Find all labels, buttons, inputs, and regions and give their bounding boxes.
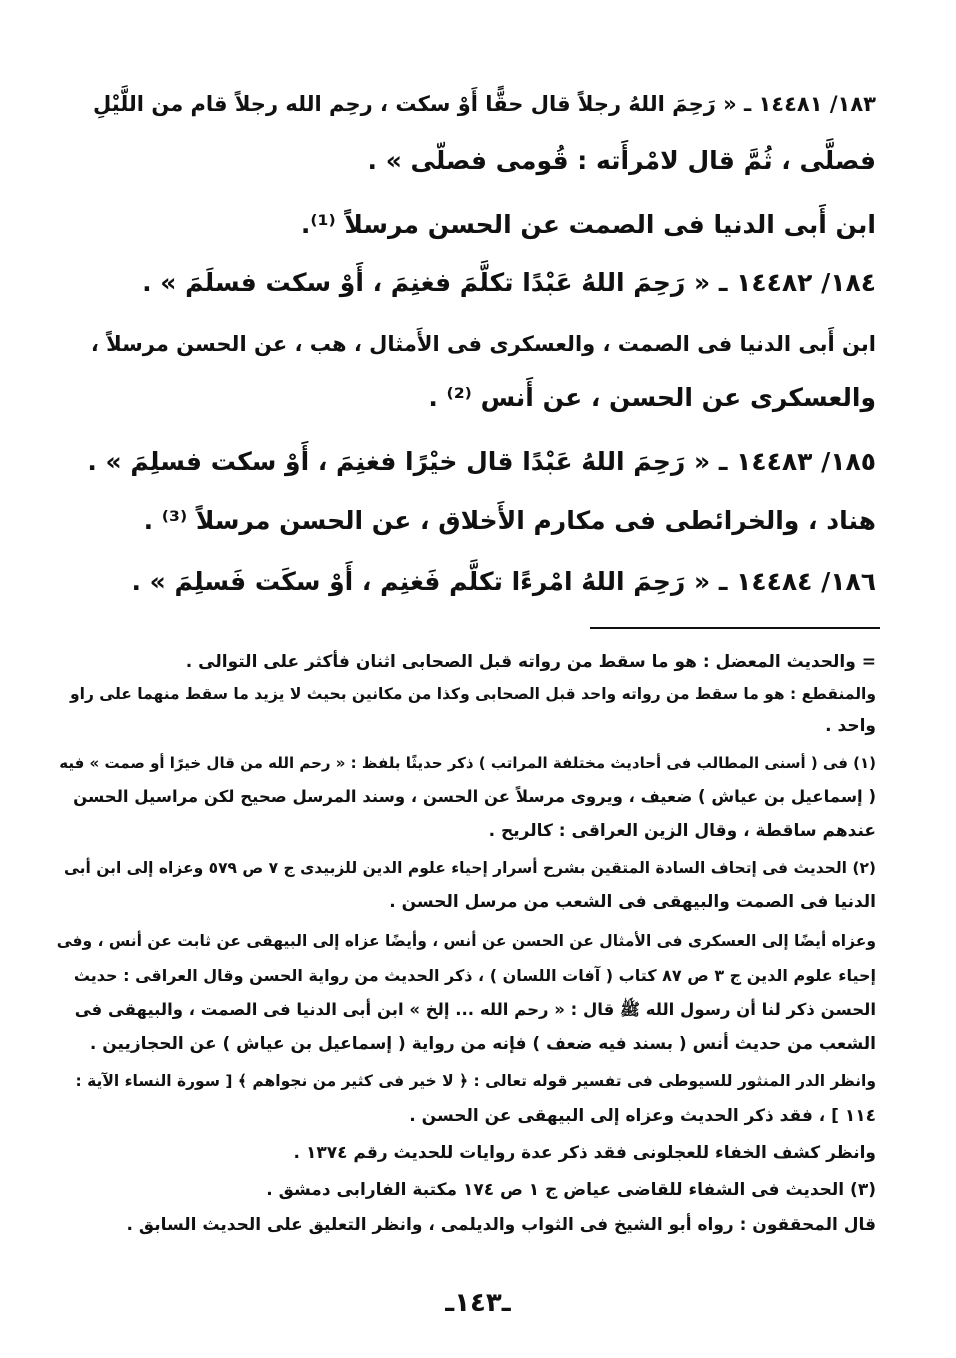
hadith-185: ١٨٥/ ١٤٤٨٣ ـ « رَحِمَ اللهُ عَبْدًا قال خيْرًا فغنِمَ ، أَوْ سكت فسلِمَ » . (87, 447, 876, 476)
hadith-183-line-2: فصلَّى ، ثُمَّ قال لامْرأَته : قُومى فصلّى » . (367, 146, 876, 175)
footnote-3: (٣) الحديث فى الشفاء للقاضى عياض ج ١ ص ١٧٤ مكتبة الفارابى دمشق . (266, 1180, 876, 1200)
hadith-185-source: هناد ، والخرائطى فى مكارم الأَخلاق ، عن الحسن مرسلاً ⁽³⁾ . (143, 506, 876, 535)
footnote-2: (٢) الحديث فى إتحاف السادة المتقين بشرح أسرار إحياء علوم الدين للزبيدى ج ٧ ص ٥٧٩ وعزاه إلى ابن أبى (63, 859, 876, 877)
footnote-line: وانظر كشف الخفاء للعجلونى فقد ذكر عدة روايات للحديث رقم ١٣٧٤ . (293, 1143, 876, 1163)
footnote-1: (١) فى ( أسنى المطالب فى أحاديث مختلفة المراتب ) ذكر حديثًا بلفظ : « رحم الله من قال خيرًا أو صمت » فيه (59, 754, 876, 772)
footnote-line: إحياء علوم الدين ج ٣ ص ٨٧ كتاب ( آفات اللسان ) ، ذكر الحديث من رواية الحسن وقال العراقى : حديث (73, 966, 876, 985)
footnote-line: ( إسماعيل بن عياش ) ضعيف ، ويروى مرسلاً عن الحسن ، وسند المرسل صحيح لكن مراسيل الحسن (73, 787, 876, 806)
page-number: ـ١٤٣ـ (445, 1288, 511, 1318)
hadith-184-source-line-2: والعسكرى عن الحسن ، عن أَنس ⁽²⁾ . (428, 383, 876, 412)
footnote-line: والمنقطع : هو ما سقط من رواته واحد قبل الصحابى وكذا من مكانين بحيث لا يزيد ما سقط منهما على راو (70, 685, 876, 703)
hadith-184-source-line-1: ابن أَبى الدنيا فى الصمت ، والعسكرى فى الأَمثال ، هب ، عن الحسن مرسلاً ، (90, 332, 876, 356)
footnote-line: = والحديث المعضل : هو ما سقط من رواته قبل الصحابى اثنان فأكثر على التوالى . (185, 652, 876, 672)
footnote-line: الحسن ذكر لنا أن رسول الله ﷺ قال : « رحم الله ... إلخ » ابن أبى الدنيا فى الصمت ، والبيهقى فى (74, 1000, 876, 1019)
hadith-183-source: ابن أَبى الدنيا فى الصمت عن الحسن مرسلاً ⁽¹⁾. (300, 210, 876, 239)
footnote-line: الشعب من حديث أنس ( بسند فيه ضعف ) فإنه من رواية ( إسماعيل بن عياش ) عن الحجازيين . (89, 1034, 876, 1054)
footnote-line: وانظر الدر المنثور للسيوطى فى تفسير قوله تعالى : ﴿ لا خير فى كثير من نجواهم ﴾ [ سورة النساء الآية : (75, 1072, 876, 1090)
footnote-separator (590, 627, 880, 629)
footnote-line: الدنيا فى الصمت والبيهقى فى الشعب من مرسل الحسن . (389, 892, 876, 912)
hadith-186: ١٨٦/ ١٤٤٨٤ ـ « رَحِمَ اللهُ امْرءًا تكلَّم فَغنِم ، أَوْ سكَت فَسلِمَ » . (131, 567, 876, 596)
footnote-line: قال المحققون : رواه أبو الشيخ فى الثواب والديلمى ، وانظر التعليق على الحديث السابق . (126, 1215, 876, 1235)
hadith-184: ١٨٤/ ١٤٤٨٢ ـ « رَحِمَ اللهُ عَبْدًا تكلَّمَ فغنِمَ ، أَوْ سكت فسلَمَ » . (142, 268, 876, 297)
footnote-line: وعزاه أيضًا إلى العسكرى فى الأمثال عن الحسن عن أنس ، وأيضًا عزاه إلى البيهقى عن ثابت عن أنس ، وفى (56, 932, 876, 950)
footnote-line: عندهم ساقطة ، وقال الزين العراقى : كالريح . (488, 821, 876, 841)
footnote-line: ١١٤ ] ، فقد ذكر الحديث وعزاه إلى البيهقى عن الحسن . (409, 1106, 876, 1126)
footnote-line: واحد . (825, 716, 876, 736)
hadith-183-line-1: ١٨٣/ ١٤٤٨١ ـ « رَحِمَ اللهُ رجلاً قال حقًّا أَوْ سكت ، رحِم الله رجلاً قام من اللَّيْلِ (93, 92, 876, 116)
